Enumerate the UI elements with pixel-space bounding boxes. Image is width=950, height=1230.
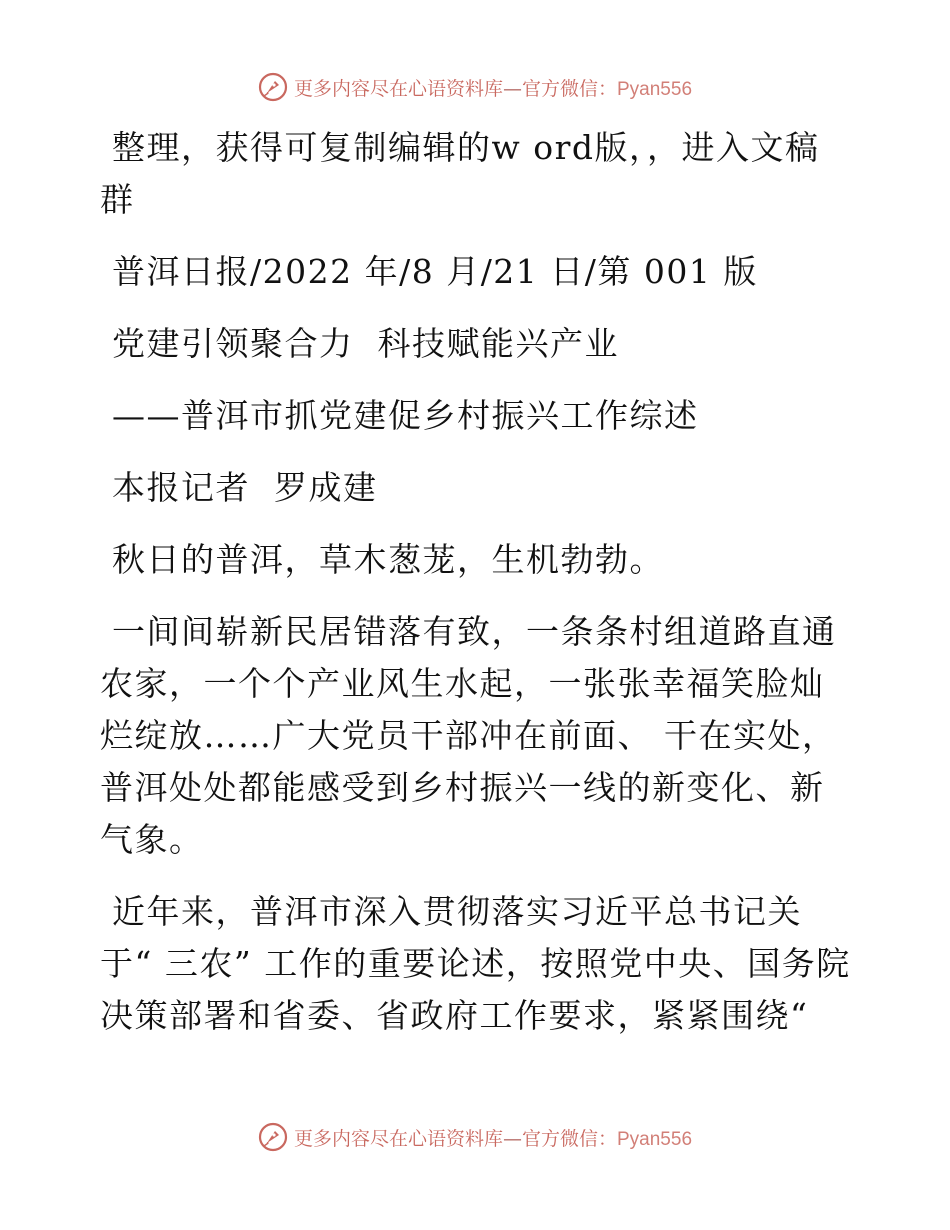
watermark-separator: — bbox=[502, 77, 522, 100]
watermark-text bbox=[294, 74, 692, 101]
dateline: 普洱日报/2022 年/8 月/21 日/第 001 版 bbox=[100, 252, 758, 291]
watermark-brand: 更多内容尽在心语资料库 bbox=[293, 77, 503, 100]
pen-nib-logo-icon bbox=[258, 1122, 288, 1152]
document-body bbox=[100, 122, 852, 1042]
header-watermark bbox=[0, 72, 950, 102]
article-subtitle: ——普洱市抓党建促乡村振兴工作综述 bbox=[100, 396, 699, 435]
byline: 本报记者 罗成建 bbox=[100, 468, 378, 507]
footer-watermark bbox=[0, 1122, 950, 1152]
watermark-brand: 更多内容尽在心语资料库 bbox=[293, 1127, 503, 1150]
body-paragraph-2: 近年来，普洱市深入贯彻落实习近平总书记关于“ 三农” 工作的重要论述，按照党中央、国务院决策部署和省委、省政府工作要求，紧紧围绕“ bbox=[100, 892, 851, 1035]
watermark-wechat-id: Pyan556 bbox=[617, 78, 693, 100]
intro-paragraph: 整理，获得可复制编辑的w ord版，，进入文稿群 bbox=[100, 128, 820, 219]
watermark-wechat-label: 官方微信： bbox=[521, 1127, 617, 1150]
body-paragraph-1: 一间间崭新民居错落有致，一条条村组道路直通农家，一个个产业风生水起，一张张幸福笑脸灿烂绽放……广大党员干部冲在前面、 干在实处， 普洱处处都能感受到乡村振兴一线的新变化、新气象。 bbox=[100, 612, 849, 859]
pen-nib-logo-icon bbox=[258, 72, 288, 102]
article-title: 党建引领聚合力 科技赋能兴产业 bbox=[100, 324, 619, 363]
watermark-wechat-label: 官方微信： bbox=[521, 77, 617, 100]
watermark-text bbox=[294, 1124, 692, 1151]
watermark-wechat-id: Pyan556 bbox=[617, 1128, 693, 1150]
lead-paragraph: 秋日的普洱，草木葱茏，生机勃勃。 bbox=[100, 540, 664, 579]
watermark-separator: — bbox=[502, 1127, 522, 1150]
